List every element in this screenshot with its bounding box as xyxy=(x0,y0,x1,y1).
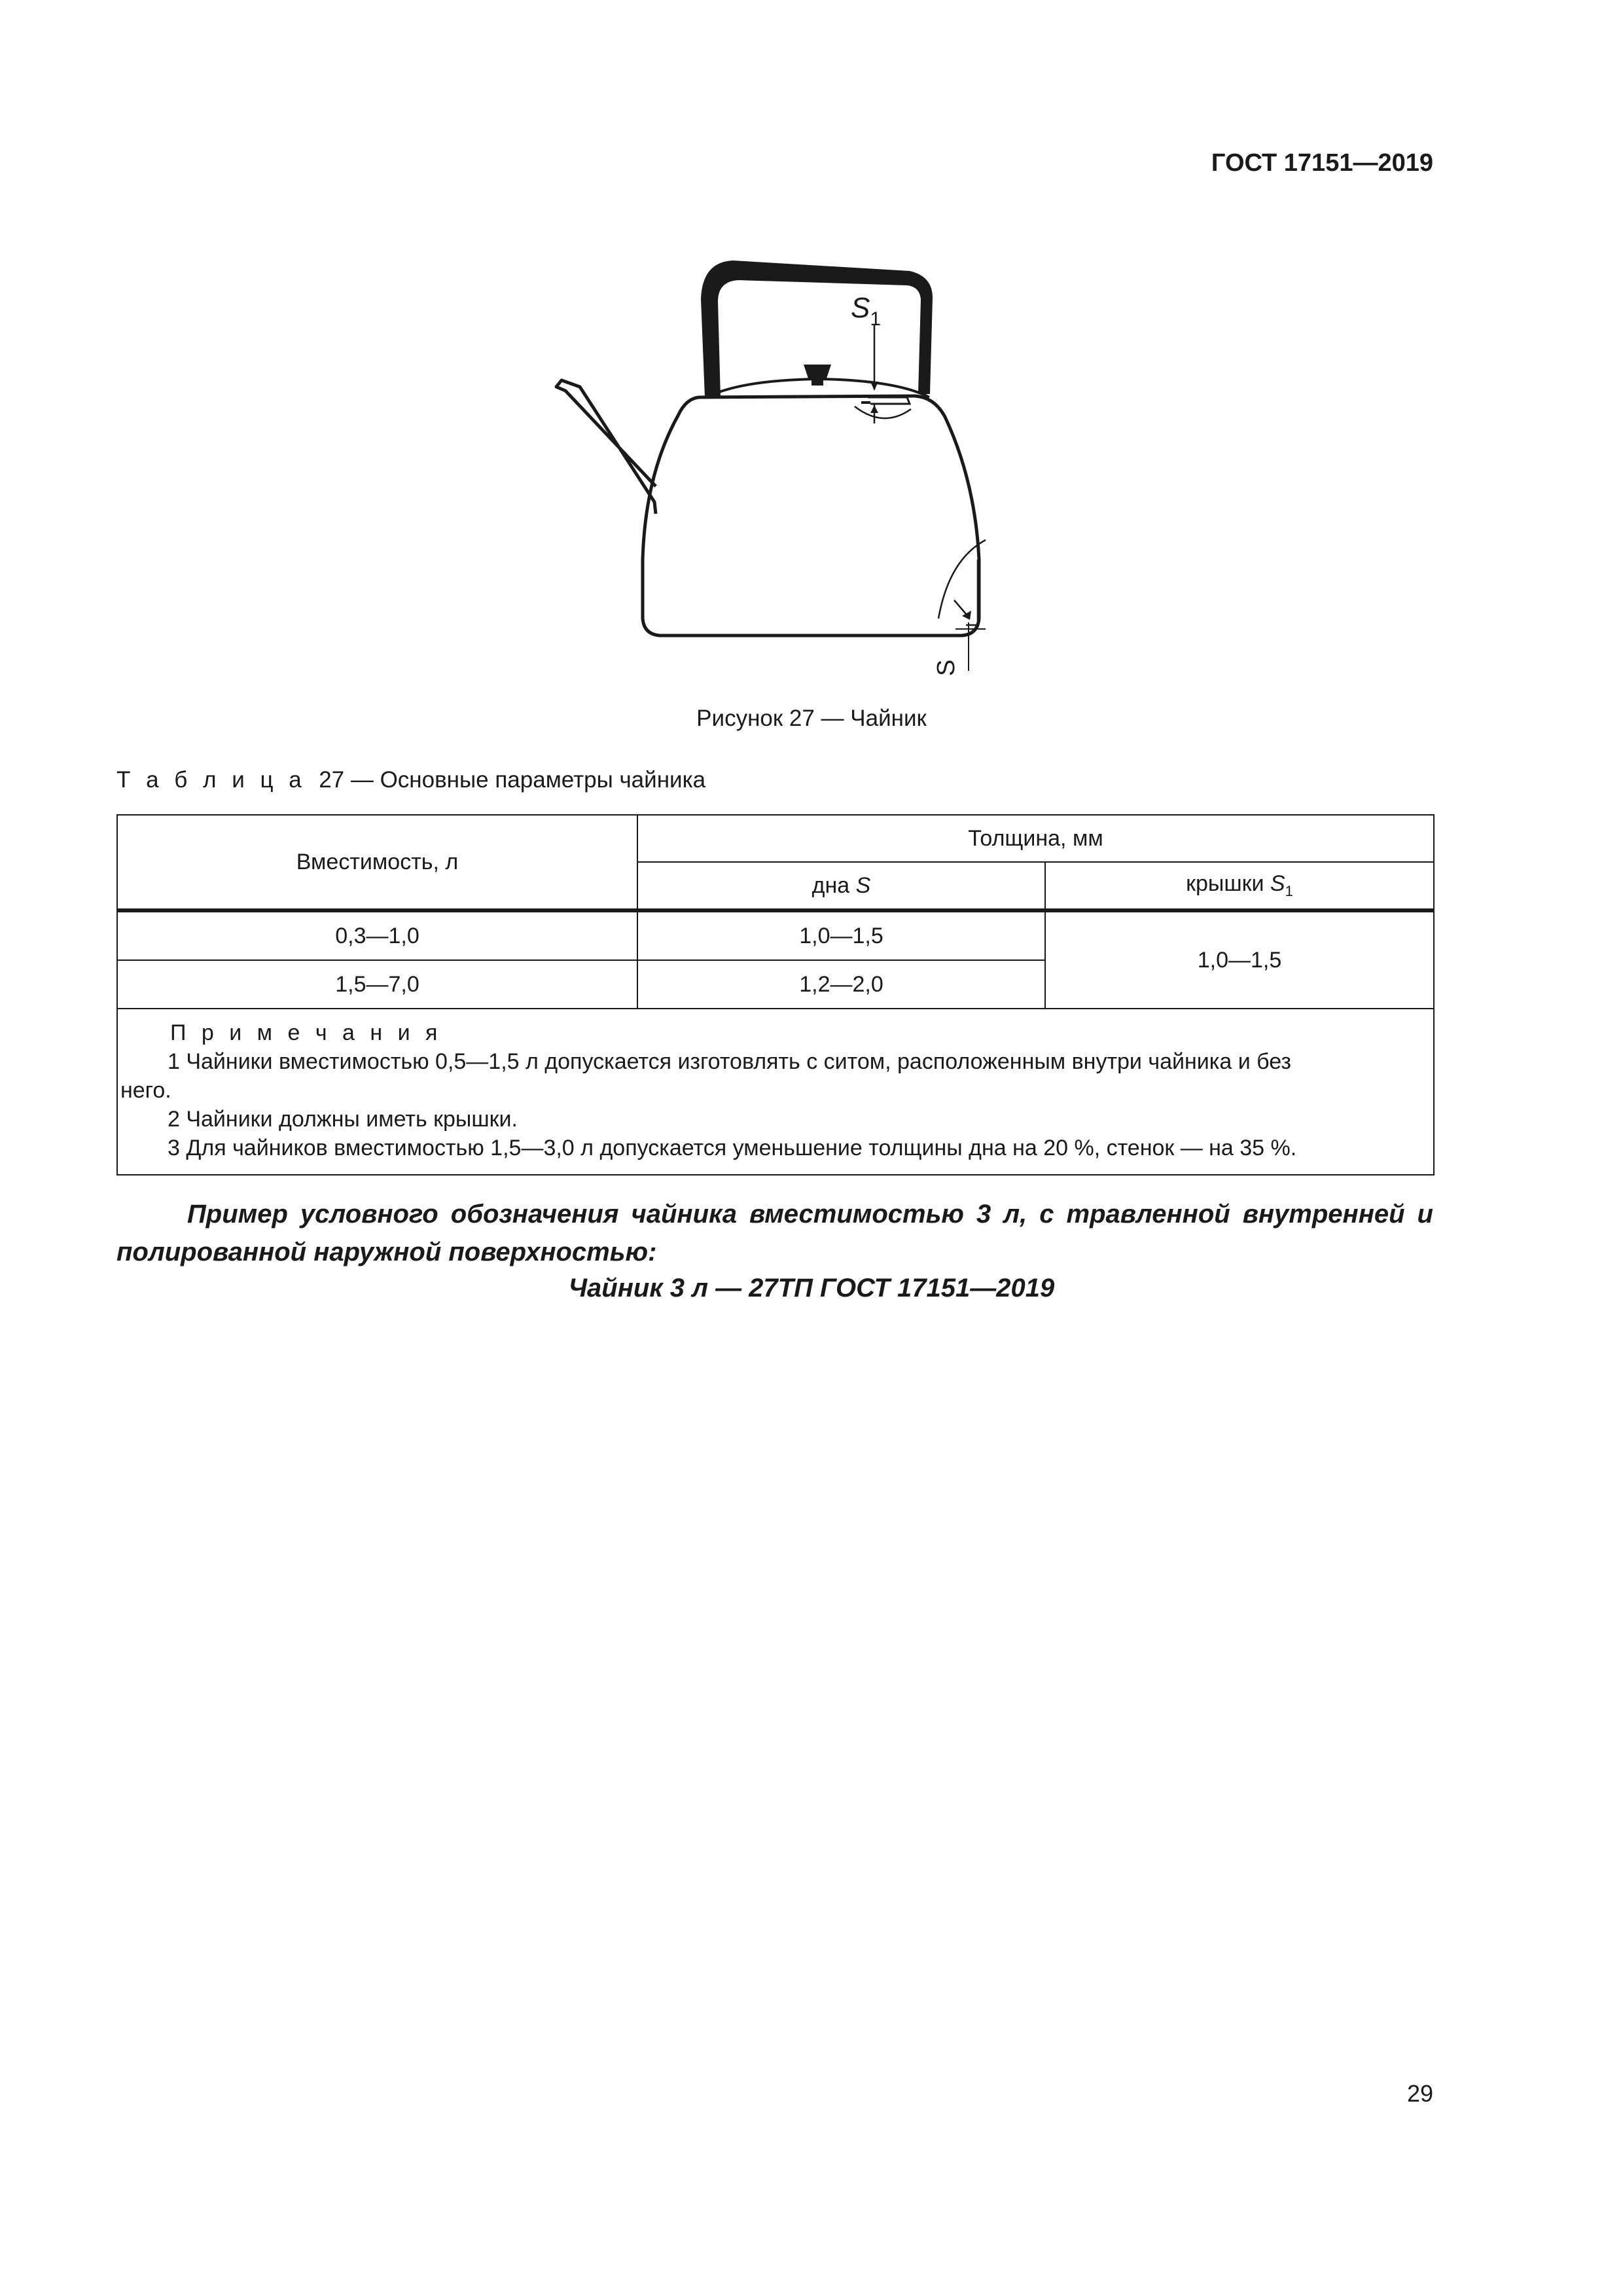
label-s: S xyxy=(933,659,960,676)
kettle-body xyxy=(643,396,979,636)
kettle-spout xyxy=(556,380,656,514)
figure-caption: Рисунок 27 — Чайник xyxy=(696,706,927,731)
document-header: ГОСТ 17151—2019 xyxy=(1211,149,1433,177)
page-number: 29 xyxy=(1406,2080,1433,2107)
kettle-drawing xyxy=(543,252,1080,684)
label-s1-sub: 1 xyxy=(870,308,882,330)
label-s1: $S_1$ xyxy=(851,292,882,330)
note-item-continued: него. xyxy=(120,1078,171,1103)
header-bottom: дна S xyxy=(637,862,1045,910)
table-cell-lid: 1,0—1,5 xyxy=(1045,910,1434,1009)
table-cell-capacity: 0,3—1,0 xyxy=(117,910,637,960)
table-cell-bottom: 1,2—2,0 xyxy=(637,960,1045,1009)
table-notes xyxy=(117,1009,1434,1175)
notes-title: П р и м е ч а н и я xyxy=(170,1020,442,1045)
note-item: 3 Для чайников вместимостью 1,5—3,0 л допускается уменьшение толщины дна на 20 %, стенок — на 35 %. xyxy=(168,1136,1297,1160)
table-cell-capacity: 1,5—7,0 xyxy=(117,960,637,1009)
designation-code: Чайник 3 л — 27ТП ГОСТ 17151—2019 xyxy=(568,1274,1055,1302)
header-lid: крышки $S_1$ xyxy=(1045,862,1434,910)
header-capacity: Вместимость, л xyxy=(117,815,637,910)
note-item: 1 Чайники вместимостью 0,5—1,5 л допускается изготовлять с ситом, расположенным внутри чайника и без xyxy=(168,1049,1292,1074)
table-cell-bottom: 1,0—1,5 xyxy=(637,910,1045,960)
header-thickness: Толщина, мм xyxy=(637,815,1434,862)
designation-example: Пример условного обозначения чайника вместимостью 3 л, с травленной внутренней и полированной наружной поверхностью: xyxy=(116,1200,1433,1266)
note-item: 2 Чайники должны иметь крышки. xyxy=(168,1107,518,1132)
parameters-table xyxy=(116,814,1435,1175)
table-title: Т а б л и ц а 27 — Основные параметры чайника xyxy=(116,767,706,793)
